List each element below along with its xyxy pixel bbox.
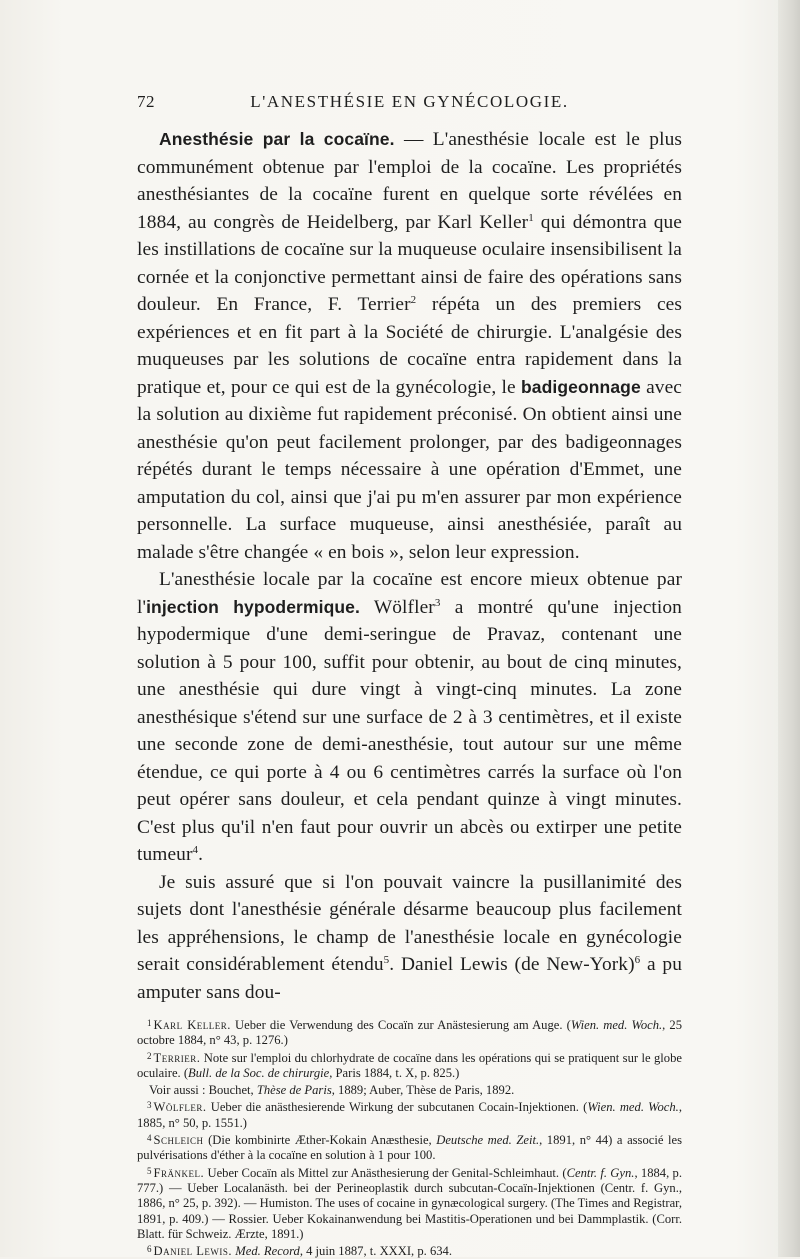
- page-header: [137, 92, 682, 116]
- footnote: $^1$ Karl Keller. Ueber die Verwendung des Cocaïn zur Anästesierung am Auge. (Wien. med. Woch., 25 octobre 1884, n° 43, p. 1276.): [137, 1018, 683, 1048]
- paragraph-hypodermic: L'anesthésie locale par la cocaïne est encore mieux obtenue par l'injection hypodermique. Wölfler$^3$ a montré qu'une injection hypodermique d'une demi-seringue de Pravaz, contenant une solution à 5 pour 100, suffit pour obtenir, au bout de cinq minutes, une anesthésie qui dure vingt à vingt-cinq minutes. La zone anesthésique s'étend sur une surface de 2 à 3 centimètres, et il existe une seconde zone de demi-anesthésie, tout autour sur une même étendue, ce qui porte à 4 ou 6 centimètres carrés la surface où l'on peut opérer sans douleur, et cela pendant quinze à vingt minutes. C'est plus qu'il n'en faut pour ouvrir un abcès ou extirper une petite tumeur$^4$.: [137, 569, 682, 865]
- footnote-ref: 2: [410, 294, 417, 306]
- running-title: L'ANESTHÉSIE EN GYNÉCOLOGIE.: [250, 92, 569, 111]
- footnote: $^6$ Daniel Lewis. Med. Record, 4 juin 1887, t. XXXI, p. 634.: [147, 1244, 452, 1259]
- footnote-ref: 5: [383, 954, 390, 966]
- footnote: Voir aussi : Bouchet, Thèse de Paris, 1889; Auber, Thèse de Paris, 1892.: [149, 1083, 515, 1098]
- footnote-ref: 1: [528, 211, 534, 224]
- paragraph-conclusion: Je suis assuré que si l'on pouvait vaincre la pusillanimité des sujets dont l'anesthésie générale désarme beaucoup plus facilement les appréhensions, le champ de l'anesthésie locale en gynécologie serait considérablement étendu$^5$. Daniel Lewis (de New-York)$^6$ a pu amputer sans dou-: [137, 871, 682, 1003]
- page-edge: [778, 0, 800, 1257]
- footnotes: [137, 1016, 682, 1259]
- footnote: $^2$ Terrier. Note sur l'emploi du chlorhydrate de cocaïne dans les opérations qui se pratiquent sur le globe oculaire. (Bull. de la Soc. de chirurgie, Paris 1884, t. X, p. 825.): [137, 1050, 682, 1080]
- footnote-ref: 4: [192, 844, 199, 856]
- body-text: [137, 126, 682, 1006]
- footnote-ref: 6: [634, 954, 641, 966]
- page-number: 72: [137, 92, 155, 111]
- paragraph-cocaine-intro: Anesthésie par la cocaïne. — L'anesthésie locale est le plus communément obtenue par l'emploi de la cocaïne. Les propriétés anesthésiantes de la cocaïne furent en quelque sorte révélées en 1884, au congrès de Heidelberg, par Karl Keller$^1$ qui démontra que les instillations de cocaïne sur la muqueuse oculaire insensibilisent la cornée et la conjonctive permettant ainsi de faire des opérations sans douleur. En France, F. Terrier$^2$ répéta un des premiers ces expériences et en fit part à la Société de chirurgie. L'analgésie des muqueuses par les solutions de cocaïne entra rapidement dans la pratique et, pour ce qui est de la gynécologie, le badigeonnage avec la solution au dixième fut rapidement préconisé. On obtient ainsi une anesthésie qu'on peut facilement prolonger, par des badigeonnages répétés durant le temps nécessaire à une opération d'Emmet, une amputation du col, ainsi que j'ai pu m'en assurer par mon expérience personnelle. La surface muqueuse, ainsi anesthésiée, paraît au malade s'être changée « en bois », selon leur expression.: [137, 129, 683, 563]
- footnote: $^5$ Fränkel. Ueber Cocaïn als Mittel zur Anästhesierung der Genital-Schleimhaut. (Centr. f. Gyn., 1884, p. 777.) — Ueber Localanästh. bei der Perineoplastik durch subcutan-Cocaïn-Injektionen (Centr. f. Gyn., 1886, n° 25, p. 392). — Humiston. The uses of cocaine in gynæcological surgery. (The Times and Registrar, 1891, p. 409.) — Rossier. Ueber Kokainanwendung bei Mastitis-Operationen und bei Dammplastik. (Corr. Blatt. für Schweiz. Ærzte, 1891.): [137, 1165, 682, 1241]
- footnote: $^3$ Wölfler. Ueber die anästhesierende Wirkung der subcutanen Cocain-Injektionen. (Wien. med. Woch., 1885, n° 50, p. 1551.): [137, 1100, 682, 1130]
- footnote-ref: 3: [434, 596, 441, 609]
- section-lead: Anesthésie par la cocaïne.: [159, 129, 395, 149]
- footnote: $^4$ Schleich (Die kombinirte Æther-Kokain Anæsthesie, Deutsche med. Zeit., 1891, n° 44) a associé les pulvérisations d'éther à la cocaïne en solution à 1 pour 100.: [137, 1133, 682, 1163]
- term-badigeonnage: badigeonnage: [520, 376, 641, 397]
- term-injection: injection hypodermique.: [146, 596, 360, 617]
